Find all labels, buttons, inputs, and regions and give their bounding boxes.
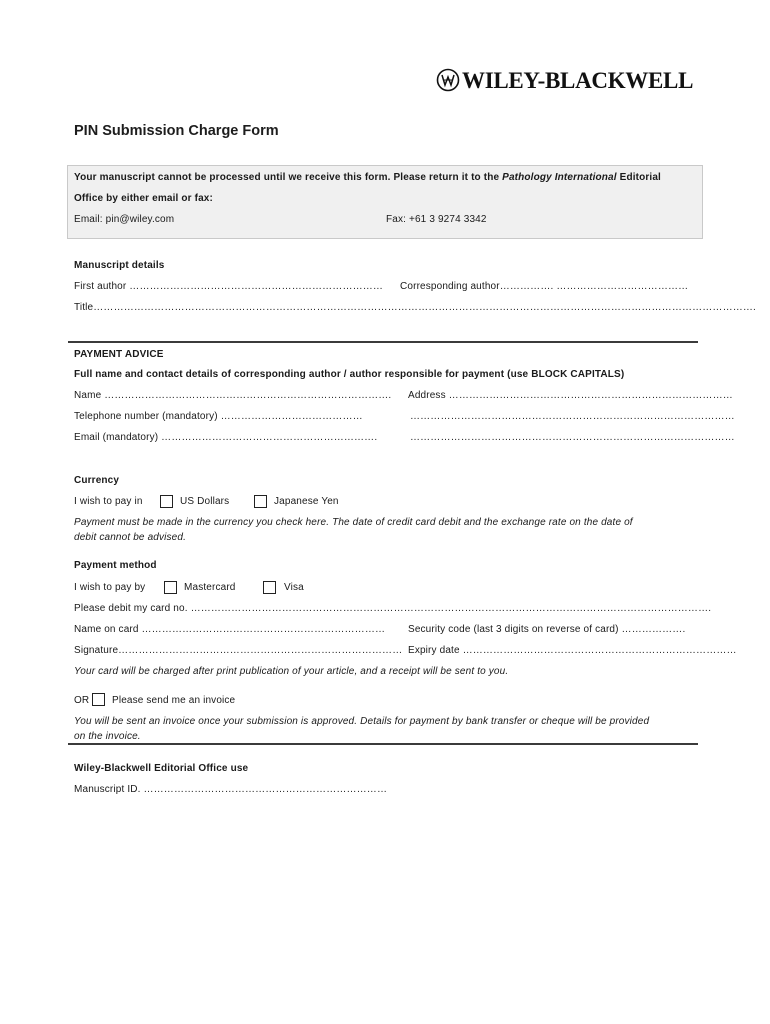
notice-fax: Fax: +61 3 9274 3342: [386, 214, 487, 225]
currency-heading: Currency: [74, 475, 120, 486]
section-divider: [68, 341, 698, 343]
signature-field[interactable]: Signature…………………………………………………………………………: [74, 645, 403, 656]
manuscript-title-field[interactable]: Title…………………………………………………………………………………………………………………………………………………………………………….: [74, 302, 756, 313]
jpy-checkbox[interactable]: [254, 495, 267, 508]
manuscript-id-field[interactable]: Manuscript ID. ………………………………………………………………: [74, 784, 388, 795]
email-field[interactable]: Email (mandatory) ……………………………………………………….: [74, 432, 378, 443]
name-on-card-field[interactable]: Name on card ………………………………………………………………: [74, 624, 386, 635]
notice-email: Email: pin@wiley.com: [74, 214, 175, 225]
notice-line-1: [74, 172, 661, 183]
payment-method-heading: Payment method: [74, 560, 157, 571]
charge-note: Your card will be charged after print publication of your article, and a receipt will be sent to you.: [74, 666, 509, 677]
payment-advice-subheading: Full name and contact details of corresponding author / author responsible for payment (use BLOCK CAPITALS): [74, 369, 625, 380]
currency-note-line-2: debit cannot be advised.: [74, 532, 187, 543]
jpy-label: Japanese Yen: [274, 496, 339, 507]
visa-label: Visa: [284, 582, 304, 593]
usd-checkbox[interactable]: [160, 495, 173, 508]
mastercard-label: Mastercard: [184, 582, 236, 593]
security-code-field[interactable]: Security code (last 3 digits on reverse of card) ……………….: [408, 624, 686, 635]
mastercard-checkbox[interactable]: [164, 581, 177, 594]
currency-note-line-1: Payment must be made in the currency you check here. The date of credit card debit and the exchange rate on the date of: [74, 517, 633, 528]
notice-line-2: Office by either email or fax:: [74, 193, 213, 204]
invoice-label: Please send me an invoice: [112, 695, 236, 706]
address-line-3[interactable]: ……………………………………………………………………………………: [410, 432, 735, 443]
form-title: PIN Submission Charge Form: [74, 123, 279, 139]
notice-line-1-text: Your manuscript cannot be processed until we receive this form. Please return it to the: [74, 172, 503, 183]
payment-method-prompt: I wish to pay by: [74, 582, 146, 593]
invoice-note-line-2: on the invoice.: [74, 731, 141, 742]
section-divider-bottom: [68, 743, 698, 745]
card-number-field[interactable]: Please debit my card no. ……………………………………………………………………………………………………………………………………….: [74, 603, 712, 614]
expiry-date-field[interactable]: Expiry date ………………………………………………………………………: [408, 645, 737, 656]
first-author-field[interactable]: First author …………………………………………………………………: [74, 281, 384, 292]
address-field[interactable]: Address …………………………………………………………………………: [408, 390, 733, 401]
currency-prompt: I wish to pay in: [74, 496, 143, 507]
journal-name: Pathology International: [502, 172, 617, 183]
name-field[interactable]: Name ………………………………………………………………………….: [74, 390, 392, 401]
corresponding-author-field[interactable]: Corresponding author……………. …………………………………: [400, 281, 689, 292]
wiley-blackwell-emblem-icon: [436, 68, 460, 92]
manuscript-details-heading: Manuscript details: [74, 260, 165, 271]
payment-advice-heading: PAYMENT ADVICE: [74, 349, 164, 360]
invoice-note-line-1: You will be sent an invoice once your submission is approved. Details for payment by bank transfer or cheque will be provided: [74, 716, 650, 727]
logo-wordmark: WILEY-BLACKWELL: [462, 68, 694, 93]
or-label: OR: [74, 695, 90, 706]
telephone-field[interactable]: Telephone number (mandatory) ……………………………………: [74, 411, 363, 422]
address-line-2[interactable]: ……………………………………………………………………………………: [410, 411, 735, 422]
invoice-checkbox[interactable]: [92, 693, 105, 706]
notice-line-1-end: Editorial: [616, 172, 661, 183]
visa-checkbox[interactable]: [263, 581, 276, 594]
office-use-heading: Wiley-Blackwell Editorial Office use: [74, 763, 249, 774]
usd-label: US Dollars: [180, 496, 230, 507]
